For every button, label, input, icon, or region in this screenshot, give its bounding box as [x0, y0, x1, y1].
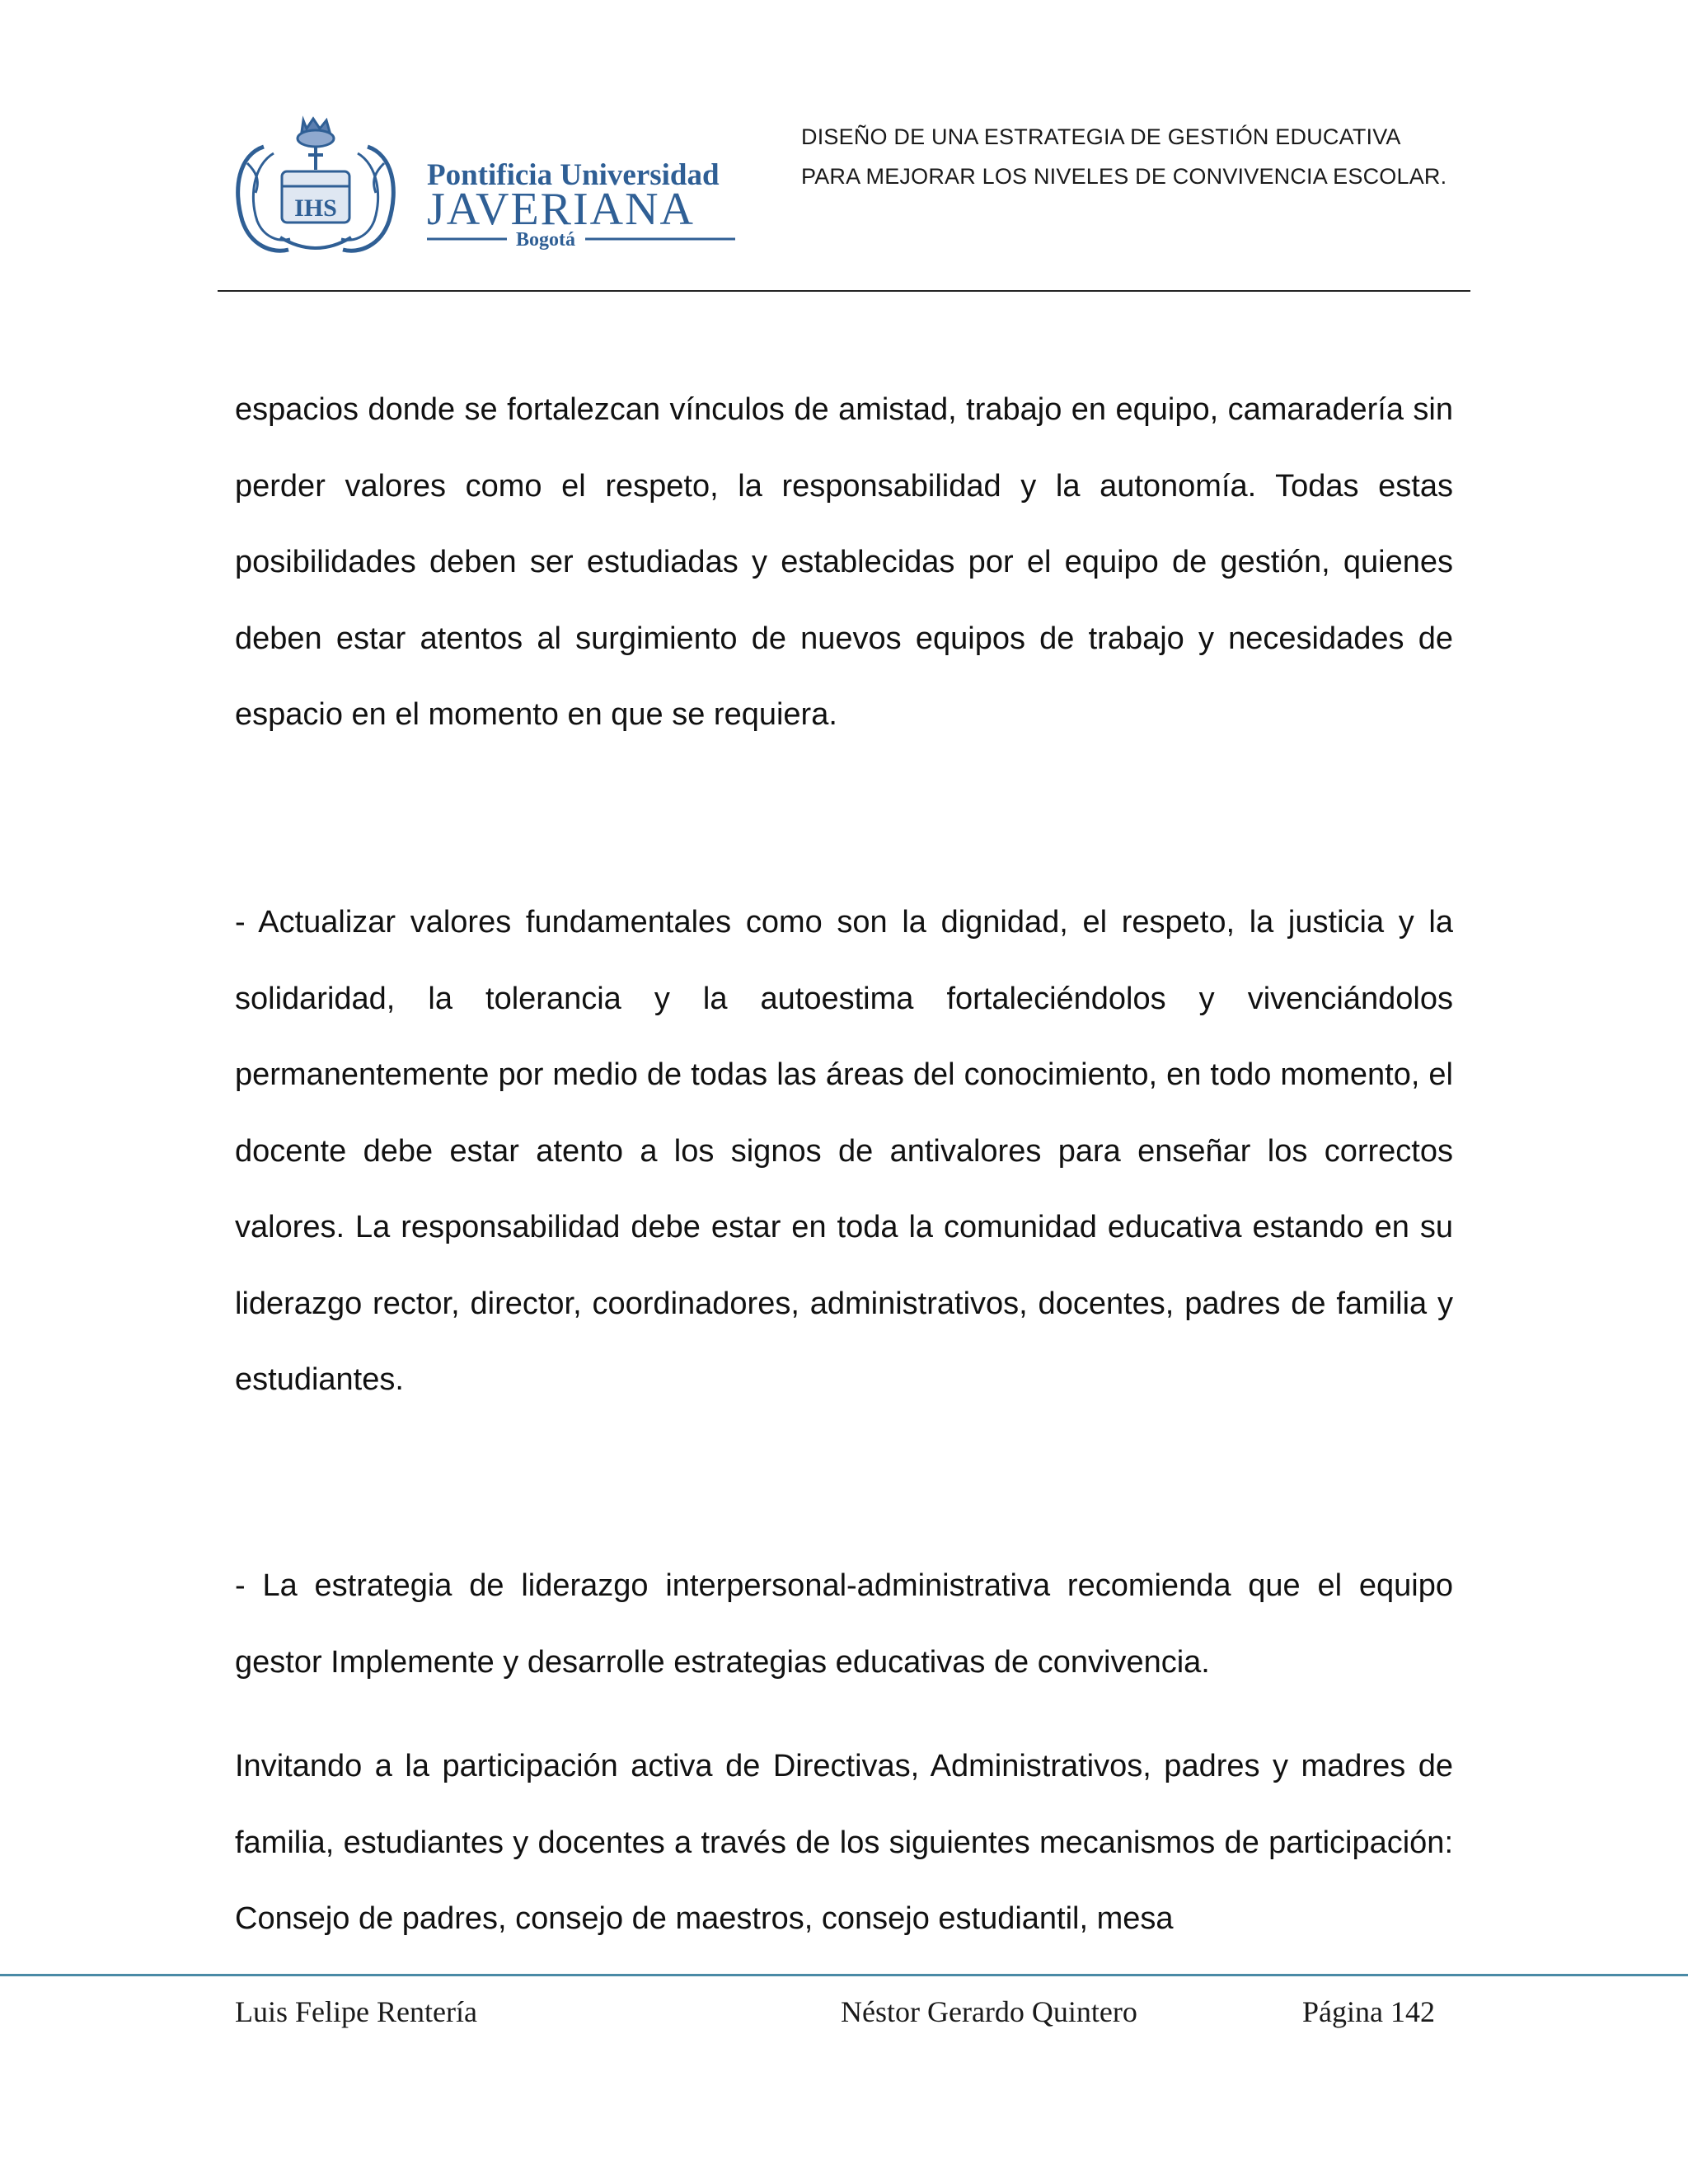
logo-line3: Bogotá [516, 229, 575, 251]
page-header [0, 0, 1688, 297]
paragraph-text: - La estrategia de liderazgo interpersonal-administrativa recomienda que el equipo gestor Implemente y desarrolle estrategias educativas de convivencia. [235, 1568, 1453, 1680]
coat-of-arms-icon [238, 119, 394, 251]
logo-line2: JAVERIANA [427, 184, 695, 235]
paragraph-text: - Actualizar valores fundamentales como son la dignidad, el respeto, la justicia y la solidaridad, la tolerancia y la autoestima fortaleciéndolos y vivenciándolos permanentemente por medio de todas las áreas del conocimiento, en todo momento, el docente debe estar atento a los signos de antivalores para enseñar los correctos valores. La responsabilidad debe estar en toda la comunidad educativa estando en su liderazgo rector, director, coordinadores, administrativos, docentes, padres de familia y estudiantes. [235, 905, 1453, 1397]
svg-text:IHS: IHS [294, 194, 337, 222]
paragraph-4 [235, 1728, 1453, 1957]
paragraph-1 [235, 372, 1453, 753]
paragraph-2 [235, 884, 1453, 1418]
university-logo [231, 114, 746, 262]
footer-author-2: Néstor Gerardo Quintero [841, 1995, 1137, 2028]
paragraph-3 [235, 1548, 1453, 1700]
paragraph-text: espacios donde se fortalezcan vínculos de amistad, trabajo en equipo, camaradería sin perder valores como el respeto, la responsabilidad y la autonomía. Todas estas posibilidades deben ser estudiadas y establecidas por el equipo de gestión, quienes deben estar atentos al surgimiento de nuevos equipos de trabajo y necesidades de espacio en el momento en que se requiera. [235, 392, 1453, 732]
document-title-line2: PARA MEJORAR LOS NIVELES DE CONVIVENCIA ESCOLAR. [801, 164, 1447, 189]
logo-line1: Pontificia Universidad [427, 158, 720, 192]
paragraph-text: Invitando a la participación activa de Directivas, Administrativos, padres y madres de familia, estudiantes y docentes a través de los siguientes mecanismos de participación: Consejo de padres, consejo de maestros, consejo estudiantil, mesa [235, 1749, 1453, 1936]
header-divider [218, 290, 1470, 292]
footer-page-number: Página 142 [1302, 1995, 1435, 2028]
footer-divider [0, 1974, 1688, 1976]
document-title-line1: DISEÑO DE UNA ESTRATEGIA DE GESTIÓN EDUCATIVA [801, 124, 1401, 149]
document-title [801, 117, 1543, 196]
footer-author-1: Luis Felipe Rentería [235, 1995, 477, 2028]
